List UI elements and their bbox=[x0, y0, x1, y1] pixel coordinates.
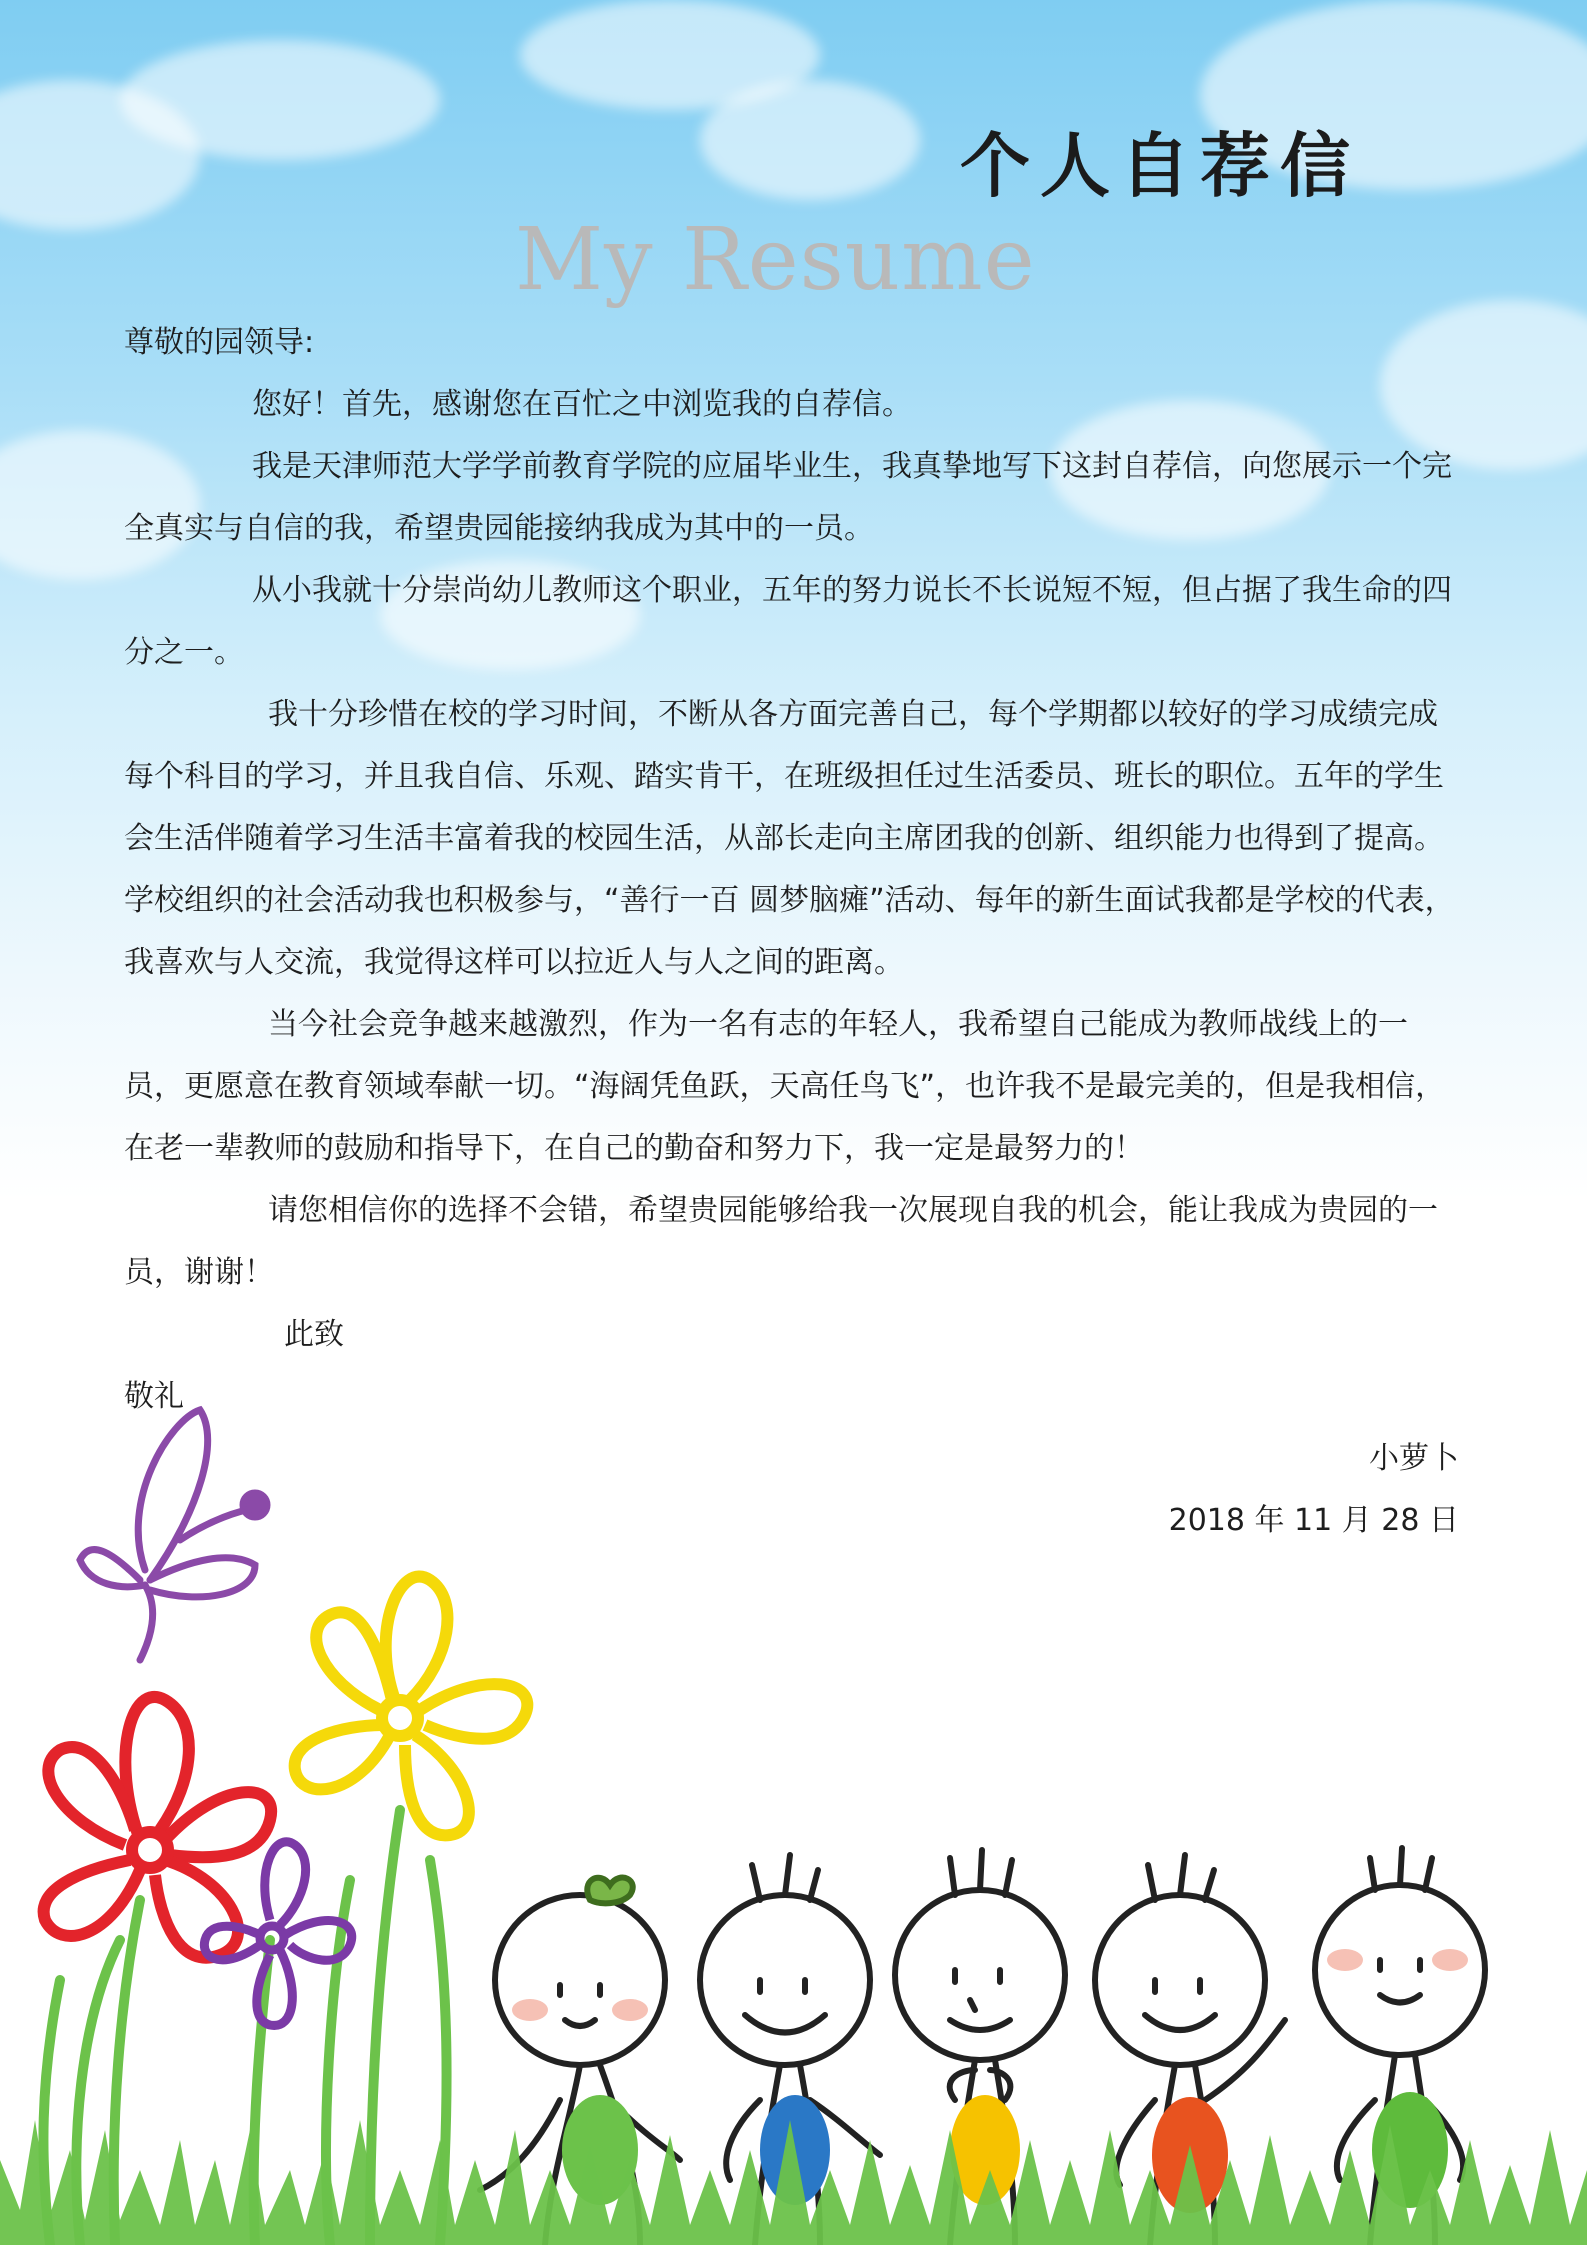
cloud bbox=[700, 80, 920, 200]
grass bbox=[0, 2120, 1587, 2245]
paragraph: 请您相信你的选择不会错，希望贵园能够给我一次展现自我的机会，能让我成为贵园的一员，谢谢！ bbox=[124, 1193, 1438, 1290]
salutation: 尊敬的园领导: bbox=[124, 325, 315, 360]
butterfly-icon bbox=[80, 1410, 267, 1660]
letter-date: 2018 年 11 月 28 日 bbox=[1168, 1503, 1459, 1538]
page-title: 个人自荐信 bbox=[960, 125, 1360, 207]
red-flower-icon bbox=[44, 1697, 272, 1958]
children-flowers-illustration bbox=[0, 1380, 1587, 2245]
paragraph: 我十分珍惜在校的学习时间，不断从各方面完善自己，每个学期都以较好的学习成绩完成每个科目的学习，并且我自信、乐观、踏实肯干，在班级担任过生活委员、班长的职位。五年的学生会生活伴随着学习生活丰富着我的校园生活，从部长走向主席团我的创新、组织能力也得到了提高。学校组织的社会活动我也积极参与，“善行一百 圆梦脑瘫”活动、每年的新生面试我都是学校的代表，我喜欢与人交流，我觉得这样可以拉近人与人之间的距离。 bbox=[124, 697, 1455, 980]
letter-body bbox=[124, 312, 1459, 1552]
paragraph: 从小我就十分崇尚幼儿教师这个职业，五年的努力说长不长说短不短，但占据了我生命的四分之一。 bbox=[124, 573, 1452, 670]
closing-regards: 敬礼 bbox=[124, 1379, 184, 1414]
yellow-flower-icon bbox=[295, 1577, 528, 1836]
paragraph: 您好！首先，感谢您在百忙之中浏览我的自荐信。 bbox=[252, 387, 912, 422]
paragraph: 当今社会竞争越来越激烈，作为一名有志的年轻人，我希望自己能成为教师战线上的一员，更愿意在教育领域奉献一切。“海阔凭鱼跃，天高任鸟飞”，也许我不是最完美的，但是我相信，在老一辈教师的鼓励和指导下，在自己的勤奋和努力下，我一定是最努力的！ bbox=[124, 1007, 1446, 1166]
paragraph: 我是天津师范大学学前教育学院的应届毕业生，我真挚地写下这封自荐信，向您展示一个完全真实与自信的我，希望贵园能接纳我成为其中的一员。 bbox=[124, 449, 1452, 546]
closing-salutation: 此致 bbox=[284, 1317, 344, 1352]
cloud bbox=[120, 40, 440, 160]
subtitle: My Resume bbox=[515, 210, 1036, 310]
signature: 小萝卜 bbox=[1369, 1441, 1459, 1476]
